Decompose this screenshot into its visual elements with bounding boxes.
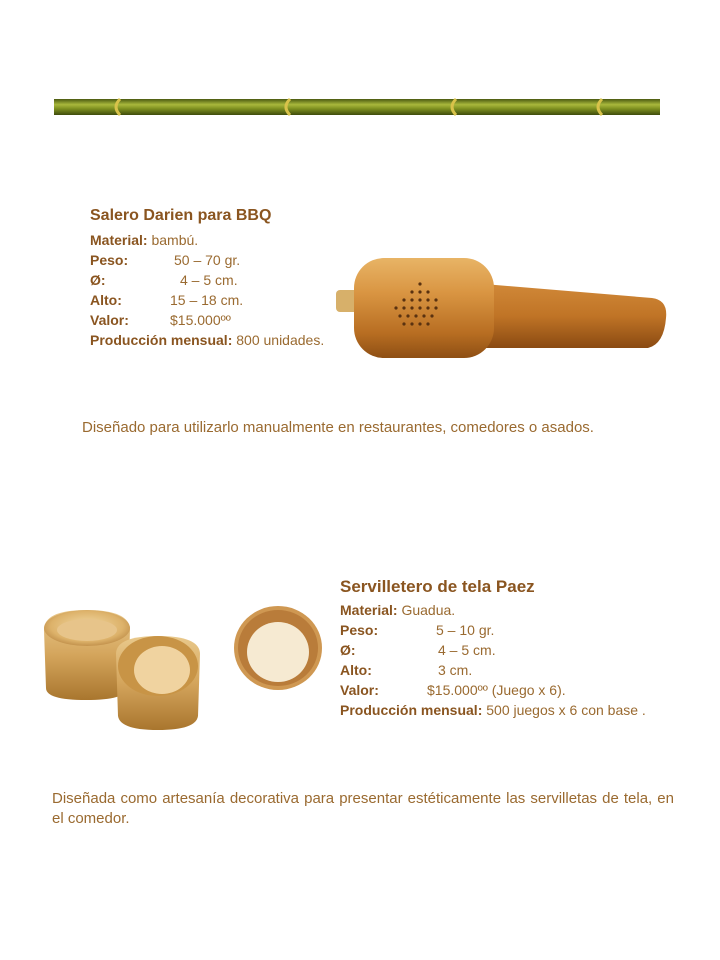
product1-spec-produccion: Producción mensual: 800 unidades. bbox=[90, 332, 325, 348]
product2-spec-peso: Peso: 5 – 10 gr. bbox=[340, 622, 495, 638]
product1-spec-peso: Peso: 50 – 70 gr. bbox=[90, 252, 241, 268]
product1-description: Diseñado para utilizarlo manualmente en restaurantes, comedores o asados. bbox=[82, 419, 594, 436]
product2-description: Diseñada como artesanía decorativa para presentar estéticamente las servilletas de tela, en el comedor. bbox=[52, 790, 674, 827]
product2-title: Servilletero de tela Paez bbox=[340, 577, 535, 596]
product1-spec-material: Material: bambú. bbox=[90, 232, 199, 248]
servilletero-image bbox=[40, 600, 330, 740]
product1-title: Salero Darien para BBQ bbox=[90, 207, 272, 224]
product1-spec-alto: Alto: 15 – 18 cm. bbox=[90, 292, 244, 308]
product2-specs bbox=[340, 600, 660, 720]
product2-spec-diametro: Ø: 4 – 5 cm. bbox=[340, 642, 496, 658]
salero-image bbox=[334, 252, 674, 364]
product2-spec-valor: Valor: $15.000ºº (Juego x 6). bbox=[340, 682, 566, 698]
product1-spec-diametro: Ø: 4 – 5 cm. bbox=[90, 272, 238, 288]
product2-spec-alto: Alto: 3 cm. bbox=[340, 662, 473, 678]
bamboo-divider bbox=[54, 96, 660, 118]
product1-spec-valor: Valor: $15.000ºº bbox=[90, 312, 231, 328]
product2-spec-material: Material: Guadua. bbox=[340, 602, 456, 618]
product2-spec-produccion: Producción mensual: 500 juegos x 6 con base . bbox=[340, 702, 646, 718]
